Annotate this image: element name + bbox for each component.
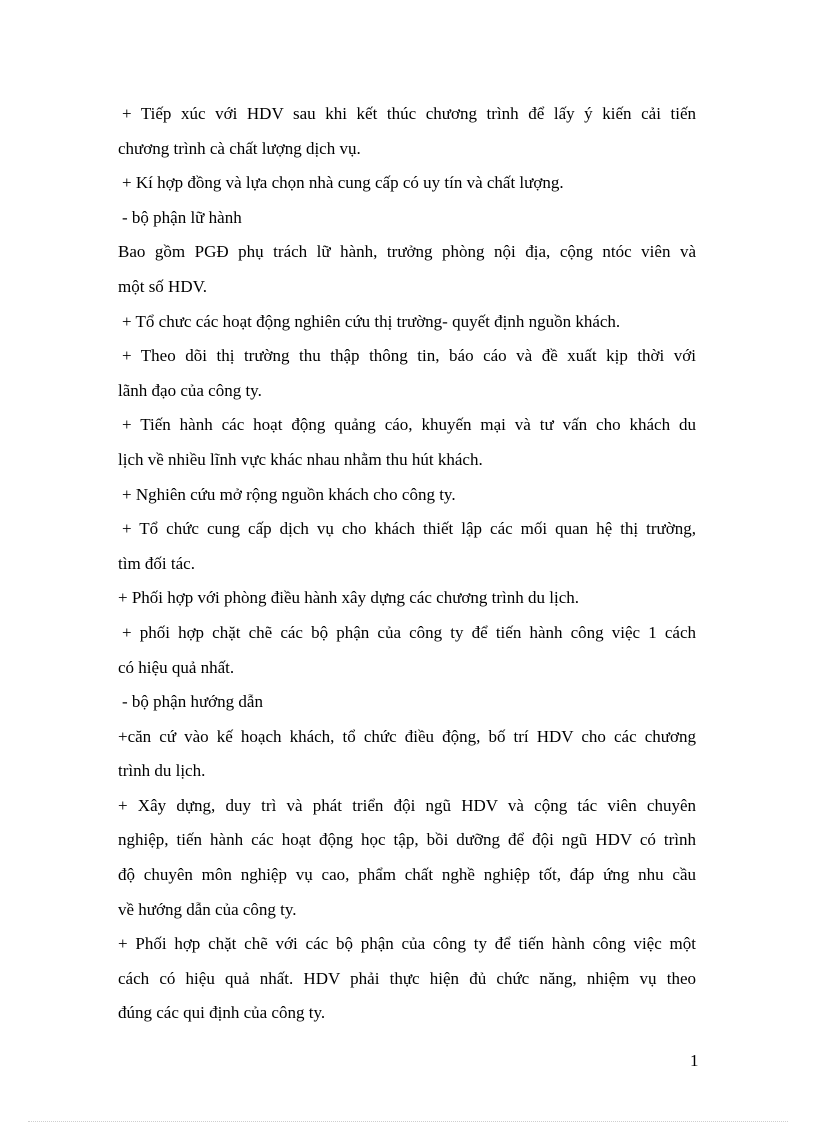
text-line: độ chuyên môn nghiệp vụ cao, phẩm chất nghề nghiệp tốt, đáp ứng nhu cầu (118, 865, 696, 885)
text-line: + Tổ chức cung cấp dịch vụ cho khách thiết lập các mối quan hệ thị trường, (122, 519, 696, 539)
text-line: + Phối hợp chặt chẽ với các bộ phận của công ty để tiến hành công việc một (118, 934, 696, 954)
text-line: + Tiến hành các hoạt động quảng cáo, khuyến mại và tư vấn cho khách du (122, 415, 696, 435)
text-line: chương trình cà chất lượng dịch vụ. (118, 138, 361, 158)
text-line: lãnh đạo của công ty. (118, 380, 262, 400)
text-line: +căn cứ vào kế hoạch khách, tổ chức điều động, bố trí HDV cho các chương (118, 726, 696, 746)
section-heading: - bộ phận lữ hành (122, 207, 242, 227)
text-line: + phối hợp chặt chẽ các bộ phận của công ty để tiến hành công việc 1 cách (122, 622, 696, 642)
text-line: + Theo dõi thị trường thu thập thông tin, báo cáo và đề xuất kịp thời với (122, 346, 696, 366)
text-line: về hướng dẫn của công ty. (118, 899, 297, 919)
text-line: + Kí hợp đồng và lựa chọn nhà cung cấp có uy tín và chất lượng. (122, 173, 564, 193)
text-line: trình du lịch. (118, 761, 206, 781)
section-heading: - bộ phận hướng dẫn (122, 692, 263, 712)
text-line: + Phối hợp với phòng điều hành xây dựng các chương trình du lịch. (118, 588, 580, 608)
text-line: có hiệu quả nhất. (118, 657, 235, 677)
page-bottom-divider (28, 1121, 788, 1122)
text-line: nghiệp, tiến hành các hoạt động học tập, bồi dưỡng để đội ngũ HDV có trình (118, 830, 696, 850)
text-line: đúng các qui định của công ty. (118, 1003, 326, 1023)
text-line: + Nghiên cứu mở rộng nguồn khách cho công ty. (122, 484, 456, 504)
text-line: + Xây dựng, duy trì và phát triển đội ngũ HDV và cộng tác viên chuyên (118, 795, 696, 815)
text-line: tìm đối tác. (118, 553, 195, 573)
text-line: một số HDV. (118, 276, 207, 296)
text-line: cách có hiệu quả nhất. HDV phải thực hiện đủ chức năng, nhiệm vụ theo (118, 968, 696, 988)
text-line: + Tiếp xúc với HDV sau khi kết thúc chương trình để lấy ý kiến cải tiến (122, 104, 696, 123)
text-line: Bao gồm PGĐ phụ trách lữ hành, trưởng phòng nội địa, cộng ntóc viên và (118, 242, 696, 262)
text-line: lịch về nhiều lĩnh vực khác nhau nhằm thu hút khách. (118, 449, 483, 469)
text-line: + Tổ chưc các hoạt động nghiên cứu thị trường- quyết định nguồn khách. (122, 311, 621, 331)
body-text (118, 97, 696, 1031)
page-number: 1 (690, 1051, 699, 1070)
